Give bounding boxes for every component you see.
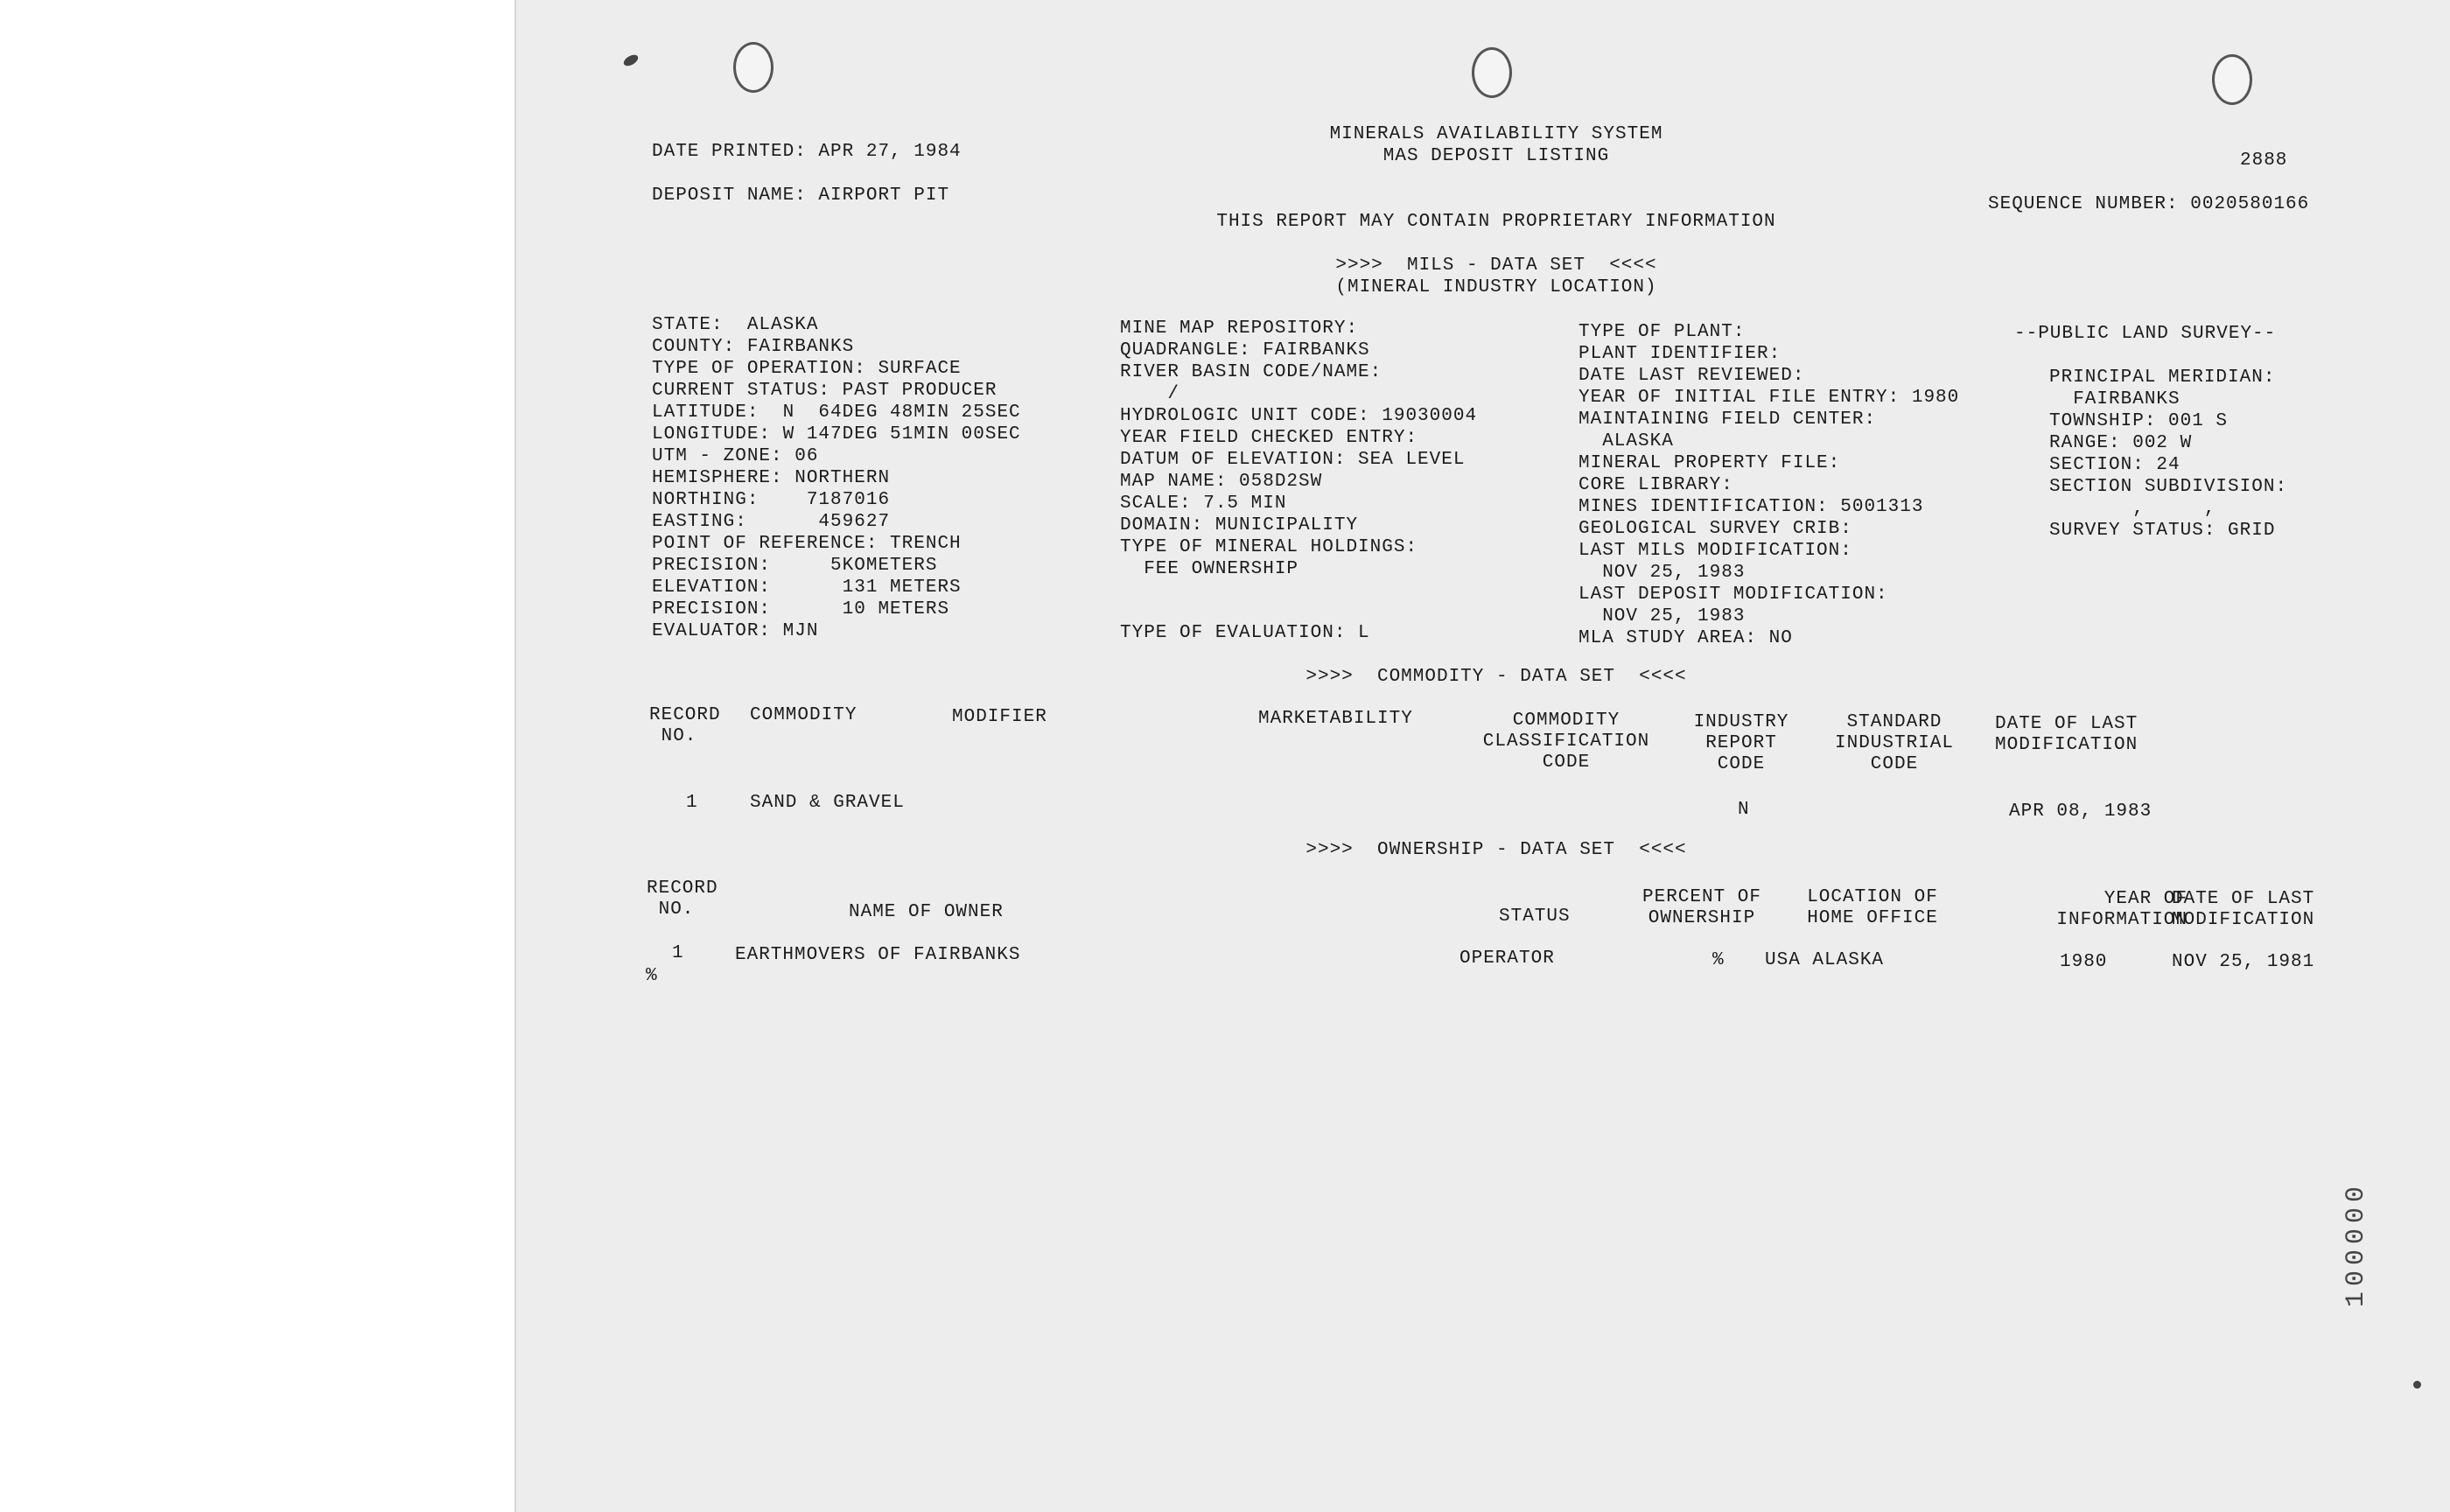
- field-line: MAINTAINING FIELD CENTER:: [1578, 410, 1877, 430]
- punch-hole: [733, 42, 774, 93]
- field-line: QUADRANGLE: FAIRBANKS: [1120, 340, 1370, 360]
- field-line: NOV 25, 1983: [1578, 563, 1746, 583]
- field-line: PRECISION: 10 METERS: [652, 599, 950, 620]
- owner-name: EARTHMOVERS OF FAIRBANKS: [735, 945, 1021, 965]
- field-line: SCALE: 7.5 MIN: [1120, 494, 1287, 514]
- record-number: 1: [686, 793, 698, 813]
- field-line: DATUM OF ELEVATION: SEA LEVEL: [1120, 450, 1466, 470]
- last-modification-date: APR 08, 1983: [2009, 802, 2152, 822]
- margin-stamp: 100000: [2342, 1181, 2371, 1308]
- field-line: SECTION: 24: [2049, 455, 2180, 475]
- page-number: 2888: [2240, 150, 2288, 171]
- col-header-date: DATE OF LAST MODIFICATION: [1995, 714, 2138, 755]
- field-line: FAIRBANKS: [2049, 389, 2180, 410]
- mils-subtitle: (MINERAL INDUSTRY LOCATION): [1335, 277, 1657, 298]
- listing-title: MAS DEPOSIT LISTING: [1382, 146, 1610, 166]
- field-line: MINE MAP REPOSITORY:: [1120, 318, 1359, 339]
- field-line: PRINCIPAL MERIDIAN:: [2049, 368, 2276, 388]
- field-line: POINT OF REFERENCE: TRENCH: [652, 534, 962, 554]
- field-line: MINES IDENTIFICATION: 5001313: [1578, 497, 1924, 517]
- field-line: TYPE OF PLANT:: [1578, 322, 1746, 342]
- col-header-record: RECORD NO.: [649, 705, 721, 746]
- col-header-classification: COMMODITY CLASSIFICATION CODE: [1482, 710, 1650, 773]
- type-of-evaluation: TYPE OF EVALUATION: L: [1120, 623, 1370, 643]
- field-line: SURVEY STATUS: GRID: [2049, 521, 2276, 541]
- field-line: PRECISION: 5KOMETERS: [652, 556, 938, 576]
- date-printed: DATE PRINTED: APR 27, 1984: [652, 142, 962, 162]
- information-year: 1980: [2060, 952, 2108, 972]
- footnote-mark: %: [646, 966, 658, 986]
- field-line: LAST MILS MODIFICATION:: [1578, 541, 1852, 561]
- field-line: RIVER BASIN CODE/NAME:: [1120, 362, 1382, 382]
- punch-hole: [2212, 54, 2252, 105]
- field-line: DATE LAST REVIEWED:: [1578, 366, 1805, 386]
- field-line: TYPE OF OPERATION: SURFACE: [652, 359, 962, 379]
- field-line: PLANT IDENTIFIER:: [1578, 344, 1782, 364]
- field-line: HYDROLOGIC UNIT CODE: 19030004: [1120, 406, 1478, 426]
- field-line: FEE OWNERSHIP: [1120, 559, 1299, 579]
- ownership-title: >>>> OWNERSHIP - DATA SET <<<<: [1306, 840, 1687, 860]
- field-line: LONGITUDE: W 147DEG 51MIN 00SEC: [652, 424, 1021, 444]
- field-line: DOMAIN: MUNICIPALITY: [1120, 515, 1359, 536]
- sequence-number: SEQUENCE NUMBER: 0020580166: [1988, 194, 2310, 214]
- col-header-percent: PERCENT OF OWNERSHIP: [1642, 887, 1762, 928]
- commodity-title: >>>> COMMODITY - DATA SET <<<<: [1306, 667, 1687, 687]
- deposit-name: DEPOSIT NAME: AIRPORT PIT: [652, 186, 950, 206]
- col-header-commodity: COMMODITY: [750, 705, 858, 725]
- commodity-name: SAND & GRAVEL: [750, 793, 905, 813]
- field-line: UTM - ZONE: 06: [652, 446, 819, 466]
- field-line: RANGE: 002 W: [2049, 433, 2193, 453]
- field-line: COUNTY: FAIRBANKS: [652, 337, 855, 357]
- col-header-modifier: MODIFIER: [952, 707, 1047, 727]
- field-line: CURRENT STATUS: PAST PRODUCER: [652, 381, 998, 401]
- field-line: HEMISPHERE: NORTHERN: [652, 468, 891, 488]
- field-line: YEAR OF INITIAL FILE ENTRY: 1980: [1578, 388, 1960, 408]
- record-number: 1: [672, 943, 684, 963]
- col-header-industry: INDUSTRY REPORT CODE: [1693, 712, 1789, 774]
- field-line: ELEVATION: 131 METERS: [652, 578, 962, 598]
- ownership-percent: %: [1712, 950, 1725, 970]
- field-line: TOWNSHIP: 001 S: [2049, 411, 2229, 431]
- field-line: SECTION SUBDIVISION:: [2049, 477, 2288, 497]
- field-line: STATE: ALASKA: [652, 315, 819, 335]
- field-line: NOV 25, 1983: [1578, 606, 1746, 626]
- field-line: EVALUATOR: MJN: [652, 621, 819, 641]
- public-land-survey-title: --PUBLIC LAND SURVEY--: [2014, 324, 2277, 344]
- industry-code: N: [1738, 800, 1750, 820]
- field-line: CORE LIBRARY:: [1578, 475, 1733, 495]
- field-line: ALASKA: [1578, 431, 1674, 452]
- mils-title: >>>> MILS - DATA SET <<<<: [1335, 256, 1657, 276]
- field-line: LATITUDE: N 64DEG 48MIN 25SEC: [652, 402, 1021, 423]
- field-line: EASTING: 459627: [652, 512, 891, 532]
- punch-hole: [1472, 47, 1512, 98]
- field-line: MAP NAME: 058D2SW: [1120, 472, 1323, 492]
- proprietary-notice: THIS REPORT MAY CONTAIN PROPRIETARY INFORMATION: [1216, 212, 1776, 232]
- field-line: YEAR FIELD CHECKED ENTRY:: [1120, 428, 1418, 448]
- col-header-marketability: MARKETABILITY: [1258, 709, 1413, 729]
- owner-status: OPERATOR: [1460, 948, 1555, 969]
- col-header-location: LOCATION OF HOME OFFICE: [1807, 887, 1938, 928]
- field-line: MINERAL PROPERTY FILE:: [1578, 453, 1841, 473]
- home-office-location: USA ALASKA: [1765, 950, 1885, 970]
- col-header-record: RECORD NO.: [647, 878, 718, 920]
- col-header-year: YEAR OF INFORMATION: [2056, 889, 2188, 930]
- field-line: MLA STUDY AREA: NO: [1578, 628, 1793, 648]
- field-line: GEOLOGICAL SURVEY CRIB:: [1578, 519, 1852, 539]
- field-line: NORTHING: 7187016: [652, 490, 891, 510]
- field-line: TYPE OF MINERAL HOLDINGS:: [1120, 537, 1418, 557]
- col-header-status: STATUS: [1499, 906, 1571, 927]
- system-title: MINERALS AVAILABILITY SYSTEM: [1329, 124, 1663, 144]
- field-line: , ,: [2049, 499, 2216, 519]
- paper-mark: [2413, 1381, 2421, 1389]
- last-modification-date: NOV 25, 1981: [2172, 952, 2315, 972]
- col-header-sic: STANDARD INDUSTRIAL CODE: [1834, 712, 1955, 774]
- field-line: /: [1120, 384, 1180, 404]
- col-header-owner-name: NAME OF OWNER: [849, 902, 1004, 922]
- col-header-date: DATE OF LAST MODIFICATION: [2172, 889, 2315, 930]
- field-line: LAST DEPOSIT MODIFICATION:: [1578, 584, 1888, 605]
